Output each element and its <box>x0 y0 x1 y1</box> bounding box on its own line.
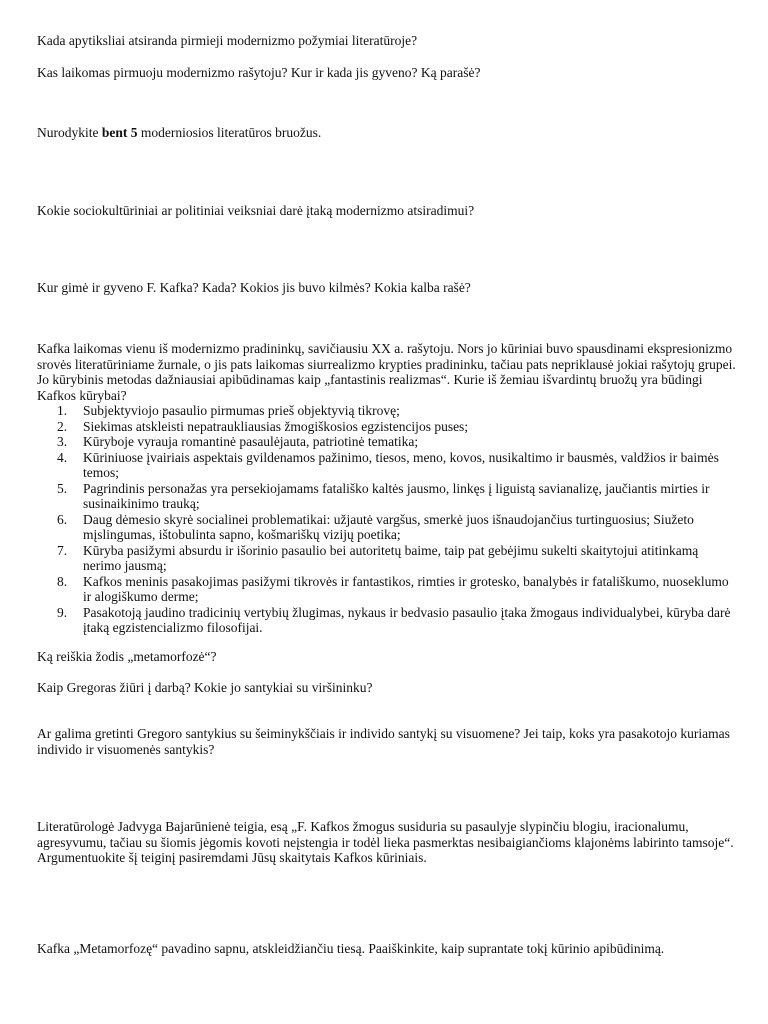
trait-item <box>37 512 737 543</box>
trait-item <box>37 574 737 605</box>
question-metamorphosis-meaning: Ką reiškia žodis „metamorfozė“? <box>37 649 217 664</box>
kafka-intro-paragraph: Kafka laikomas vienu iš modernizmo pradininkų, savičiausiu XX a. rašytoju. Nors jo kūriniai buvo spausdinami ekspresionizmo srovės literatūriniame žurnale, o jis pats laikomas siurrealizmo krypties pradininku, tačiau pats nepriklausė jokiai rašytojų grupei. Jo kūrybinis metodas dažniausiai apibūdinamas kaip „fantastinis realizmas“. Kurie iš žemiau išvardintų bruožų yra būdingi Kafkos kūrybai? <box>37 341 736 403</box>
trait-number: 2. <box>57 418 68 434</box>
kafka-traits-list <box>37 403 737 636</box>
trait-text: Siekimas atskleisti nepatraukliausias žmogiškosios egzistencijos puses; <box>83 418 469 434</box>
trait-number: 9. <box>57 604 68 620</box>
trait-item <box>37 481 737 512</box>
trait-item <box>37 403 737 419</box>
question-factors: Kokie sociokultūriniai ar politiniai veiksniai darė įtaką modernizmo atsiradimui? <box>37 203 475 218</box>
trait-text: Pagrindinis personažas yra persekiojamams fatališko kaltės jausmo, linkęs į liguistą savianalizę, jaučiantis mirties ir susinaikinimo trauką; <box>83 480 710 511</box>
trait-text: Daug dėmesio skyrė socialinei problematikai: užjautė vargšus, smerkė juos išnaudojančius turtinguosius; Siužeto mįslingumas, ištobulinta sapno, košmariškų vizijų poetika; <box>83 511 694 542</box>
trait-text: Kūriniuose įvairiais aspektais gvildenamos pažinimo, tiesos, meno, kovos, nusikaltimo ir bausmės, valdžios ir baimės temos; <box>83 449 719 480</box>
trait-text: Subjektyviojo pasaulio pirmumas prieš objektyvią tikrovę; <box>83 403 400 418</box>
trait-number: 8. <box>57 573 68 589</box>
trait-number: 6. <box>57 511 68 527</box>
question-gregor-work: Kaip Gregoras žiūri į darbą? Kokie jo santykiai su viršininku? <box>37 680 373 695</box>
question-first-writer: Kas laikomas pirmuoju modernizmo rašytoju? Kur ir kada jis gyveno? Ką parašė? <box>37 65 481 80</box>
trait-text: Kūryboje vyrauja romantinė pasaulėjauta, patriotinė tematika; <box>83 434 419 449</box>
question-traits <box>37 125 737 141</box>
question-individual-society: Ar galima gretinti Gregoro santykius su šeiminykščiais ir individo santykį su visuomene? Jei taip, koks yra pasakotojo kuriamas individo ir visuomenės santykis? <box>37 726 730 757</box>
question-kafka-bio: Kur gimė ir gyveno F. Kafka? Kada? Kokios jis buvo kilmės? Kokia kalba rašė? <box>37 280 471 295</box>
trait-item <box>37 605 737 636</box>
trait-item <box>37 434 737 450</box>
question-traits-pre: Nurodykite <box>37 125 102 140</box>
question-traits-bold: bent 5 <box>101 125 138 140</box>
trait-number: 3. <box>57 434 68 449</box>
trait-number: 4. <box>57 449 68 465</box>
question-first-signs: Kada apytiksliai atsiranda pirmieji modernizmo požymiai literatūroje? <box>37 33 418 48</box>
trait-number: 5. <box>57 480 68 496</box>
question-traits-post: moderniosios literatūros bruožus. <box>137 125 322 140</box>
trait-number: 1. <box>57 403 68 418</box>
trait-item <box>37 543 737 574</box>
trait-text: Kafkos meninis pasakojimas pasižymi tikrovės ir fantastikos, rimties ir grotesko, banalybės ir fatališkumo, nuoseklumo ir alogiškumo derme; <box>83 573 729 604</box>
trait-number: 7. <box>57 542 68 558</box>
trait-text: Kūryba pasižymi absurdu ir išorinio pasaulio bei autoritetų baime, taip pat gebėjimu sukelti skaitytojui atitinkamą nerimo jausmą; <box>83 542 699 573</box>
trait-item <box>37 450 737 481</box>
trait-item <box>37 419 737 435</box>
question-bajaruniene-quote: Literatūrologė Jadvyga Bajarūnienė teigia, esą „F. Kafkos žmogus susiduria su pasaulyje slypinčiu blogiu, iracionalumu, agresyvumu, tačiau su šiomis jėgomis kovoti neįstengia ir todėl lieka pasmerktas nesibaigiančioms klajonėms labirinto tamsoje“. Argumentuokite šį teiginį pasiremdami Jūsų skaitytais Kafkos kūriniais. <box>37 819 734 865</box>
question-dream-truth: Kafka „Metamorfozę“ pavadino sapnu, atskleidžiančiu tiesą. Paaiškinkite, kaip suprantate tokį kūrinio apibūdinimą. <box>37 941 665 956</box>
trait-text: Pasakotoją jaudino tradicinių vertybių žlugimas, nykaus ir bedvasio pasaulio įtaka žmogaus individualybei, kūryba darė įtaką egzistencializmo filosofijai. <box>83 604 731 635</box>
